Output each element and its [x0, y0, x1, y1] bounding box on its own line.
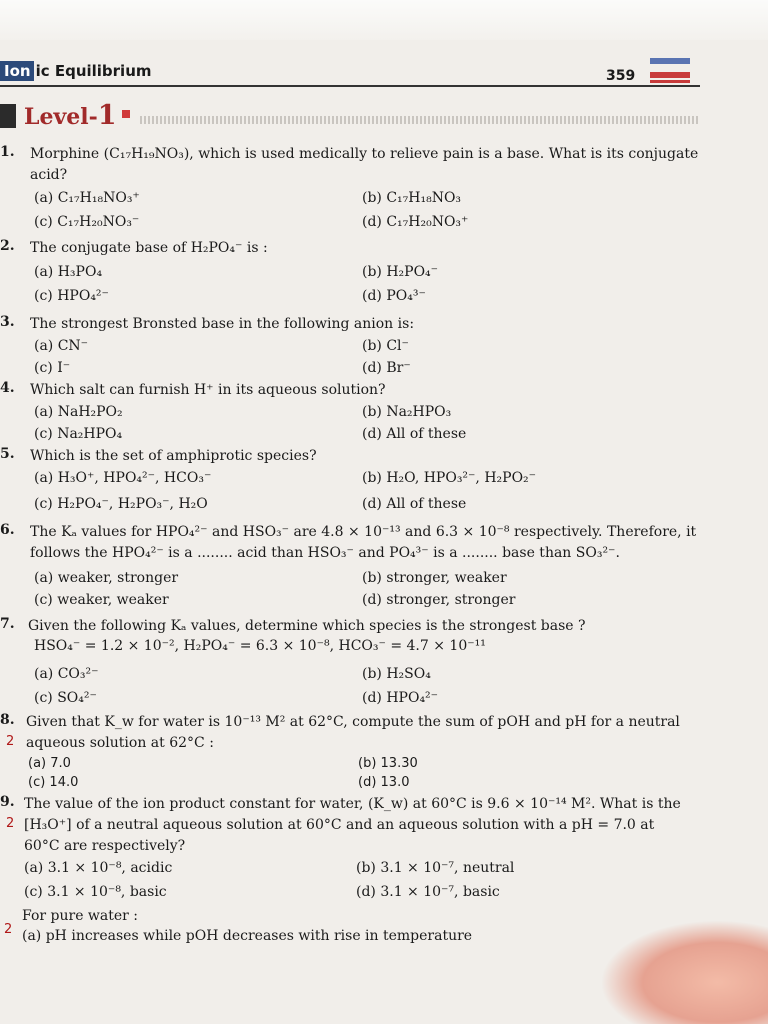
question-text: Which salt can furnish H⁺ in its aqueous solution?	[30, 382, 386, 398]
question-number: 7.	[0, 616, 15, 632]
question-number: 8.	[0, 712, 15, 728]
option-a[interactable]: (a) CN⁻	[34, 338, 89, 354]
question-text: Given the following Kₐ values, determine which species is the strongest base ?	[28, 618, 586, 634]
question-text: The conjugate base of H₂PO₄⁻ is :	[30, 240, 268, 256]
option-a[interactable]: (a) pH increases while pOH decreases with rise in temperature	[22, 928, 473, 944]
option-b[interactable]: (b) 3.1 × 10⁻⁷, neutral	[356, 860, 515, 876]
question-text: For pure water :	[22, 908, 139, 924]
handwritten-note: 2	[4, 922, 13, 937]
question-number: 2.	[0, 238, 15, 254]
question-number: 6.	[0, 522, 15, 538]
option-b[interactable]: (b) Na₂HPO₃	[362, 404, 452, 420]
level-heading	[0, 100, 700, 130]
chapter-title-rest: ic Equilibrium	[35, 62, 152, 80]
header-rule	[0, 85, 700, 87]
option-b[interactable]: (b) C₁₇H₁₈NO₃	[362, 190, 462, 206]
question-text: The strongest Bronsted base in the following anion is:	[30, 316, 415, 332]
question-number: 1.	[0, 144, 15, 160]
level-marker-icon	[0, 104, 16, 128]
question-text: Given that K_w for water is 10⁻¹³ M² at 62°C, compute the sum of pOH and pH for a neutral aqueous solution at 62°C :	[26, 714, 680, 751]
chapter-tab: Ion	[0, 61, 34, 81]
option-d[interactable]: (d) C₁₇H₂₀NO₃⁺	[362, 214, 469, 230]
page-number: 359	[606, 68, 636, 84]
question-text: The value of the ion product constant for water, (K_w) at 60°C is 9.6 × 10⁻¹⁴ M². What is the [H₃O⁺] of a neutral aqueous solution at 60°C and an aqueous solution with a pH = 7.0 at 60°C are respectively?	[24, 796, 681, 854]
option-c[interactable]: (c) 3.1 × 10⁻⁸, basic	[24, 884, 167, 900]
option-c[interactable]: (c) C₁₇H₂₀NO₃⁻	[34, 214, 140, 230]
option-c[interactable]: (c) Na₂HPO₄	[34, 426, 123, 442]
question-number: 5.	[0, 446, 15, 462]
option-d[interactable]: (d) 3.1 × 10⁻⁷, basic	[356, 884, 500, 900]
corner-decoration-icon	[650, 58, 694, 88]
top-margin	[0, 0, 768, 40]
question-text: The Kₐ values for HPO₄²⁻ and HSO₃⁻ are 4.8 × 10⁻¹³ and 6.3 × 10⁻⁸ respectively. Therefore, it follows the HPO₄²⁻ is a ........ acid than HSO₃⁻ and PO₄³⁻ is a ........ base than SO₃²⁻.	[30, 524, 697, 561]
question-number: 3.	[0, 314, 15, 330]
option-d[interactable]: (d) PO₄³⁻	[362, 288, 426, 304]
option-c[interactable]: (c) I⁻	[34, 360, 71, 376]
hand-image	[600, 920, 768, 1024]
option-a[interactable]: (a) C₁₇H₁₈NO₃⁺	[34, 190, 140, 206]
option-b[interactable]: (b) H₂PO₄⁻	[362, 264, 439, 280]
option-a[interactable]: (a) H₃PO₄	[34, 264, 103, 280]
question-number: 9.	[0, 794, 15, 810]
option-b[interactable]: (b) 13.30	[358, 756, 418, 771]
option-c[interactable]: (c) 14.0	[28, 775, 79, 790]
option-d[interactable]: (d) Br⁻	[362, 360, 411, 376]
option-d[interactable]: (d) 13.0	[358, 775, 410, 790]
question-text: Morphine (C₁₇H₁₉NO₃), which is used medically to relieve pain is a base. What is its conjugate acid?	[30, 146, 699, 183]
option-a[interactable]: (a) NaH₂PO₂	[34, 404, 123, 420]
option-a[interactable]: (a) weaker, stronger	[34, 570, 179, 586]
question-given-values: HSO₄⁻ = 1.2 × 10⁻², H₂PO₄⁻ = 6.3 × 10⁻⁸, HCO₃⁻ = 4.7 × 10⁻¹¹	[34, 638, 486, 654]
option-c[interactable]: (c) SO₄²⁻	[34, 690, 97, 706]
option-a[interactable]: (a) CO₃²⁻	[34, 666, 99, 682]
option-d[interactable]: (d) All of these	[362, 496, 467, 512]
option-d[interactable]: (d) All of these	[362, 426, 467, 442]
level-number: 1	[97, 100, 117, 131]
option-c[interactable]: (c) H₂PO₄⁻, H₂PO₃⁻, H₂O	[34, 496, 208, 512]
handwritten-note: 2	[6, 816, 15, 831]
question-text: Which is the set of amphiprotic species?	[30, 448, 317, 464]
option-b[interactable]: (b) Cl⁻	[362, 338, 409, 354]
level-dotted-rule	[140, 116, 700, 124]
question-number: 4.	[0, 380, 15, 396]
level-title	[24, 100, 117, 131]
option-a[interactable]: (a) 3.1 × 10⁻⁸, acidic	[24, 860, 173, 876]
chapter-title	[0, 62, 152, 80]
option-a[interactable]: (a) H₃O⁺, HPO₄²⁻, HCO₃⁻	[34, 470, 212, 486]
option-a[interactable]: (a) 7.0	[28, 756, 71, 771]
option-c[interactable]: (c) weaker, weaker	[34, 592, 169, 608]
option-b[interactable]: (b) H₂SO₄	[362, 666, 431, 682]
level-square-icon	[122, 110, 130, 118]
handwritten-note: 2	[6, 734, 15, 749]
option-b[interactable]: (b) H₂O, HPO₃²⁻, H₂PO₂⁻	[362, 470, 537, 486]
option-d[interactable]: (d) HPO₄²⁻	[362, 690, 439, 706]
page-header	[0, 58, 700, 84]
option-b[interactable]: (b) stronger, weaker	[362, 570, 507, 586]
option-c[interactable]: (c) HPO₄²⁻	[34, 288, 109, 304]
level-prefix: Level-	[24, 104, 98, 130]
option-d[interactable]: (d) stronger, stronger	[362, 592, 516, 608]
